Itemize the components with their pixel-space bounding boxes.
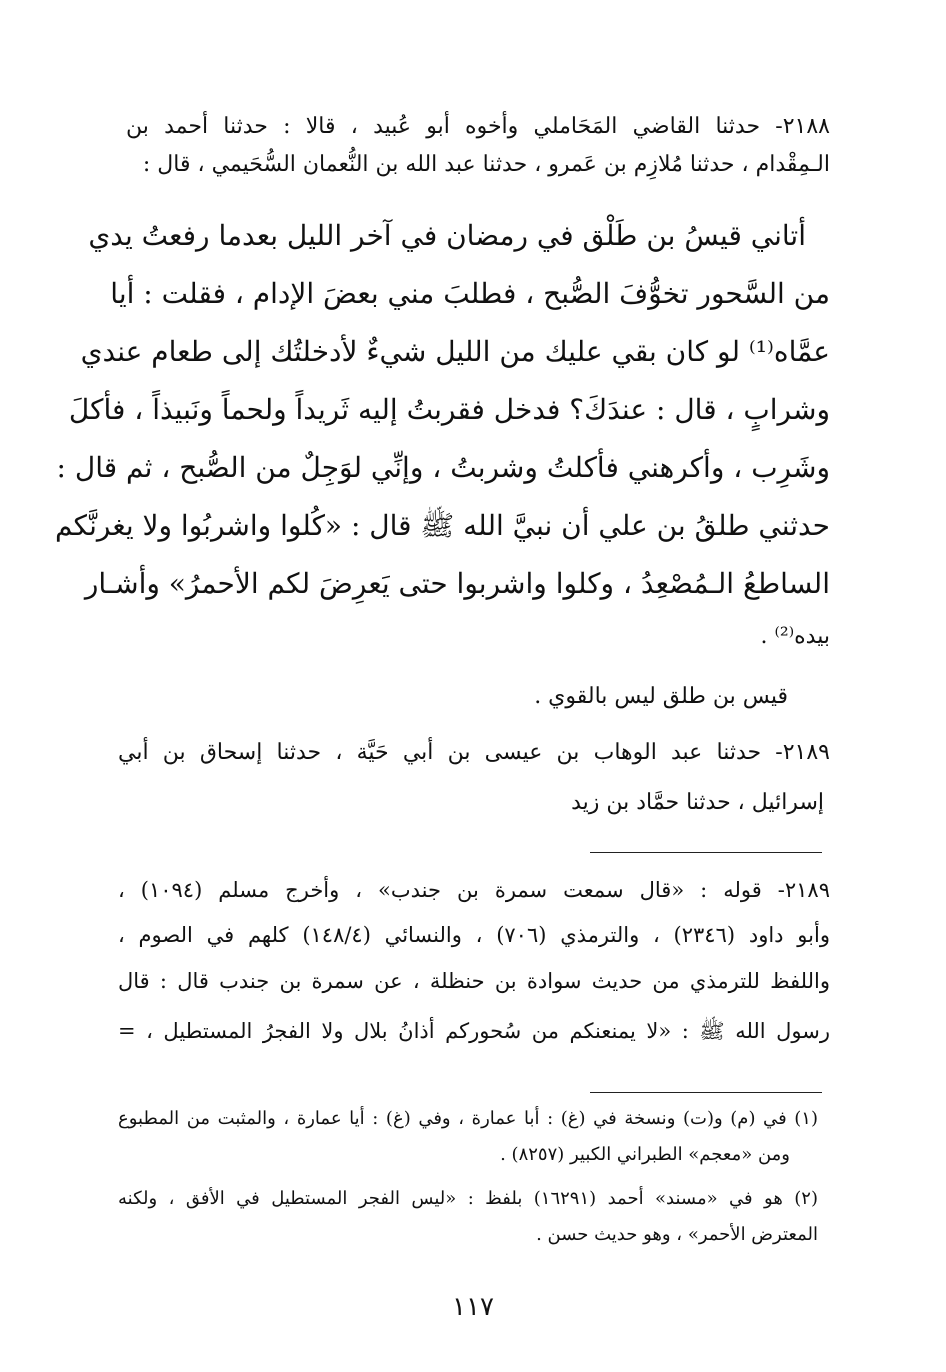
hadith-2189-isnad-line: إسرائيل ، حدثنا حمَّاد بن زيد — [571, 790, 824, 815]
page-number: ١١٧ — [452, 1292, 494, 1322]
hadith-2188-comment: قيس بن طلق ليس بالقوي . — [534, 684, 788, 709]
commentary-line: ٢١٨٩- قوله : «قال سمعت سمرة بن جندب» ، وأخرج مسلم (١٠٩٤) ، — [118, 878, 830, 902]
commentary-line: واللفظ للترمذي من حديث سوادة بن حنظلة ، عن سمرة بن جندب قال : قال — [118, 969, 830, 993]
hadith-2188-matn-line: حدثني طلقُ بن علي أن نبيَّ الله ﷺ قال : «كُلوا واشربُوا ولا يغرنَّكم — [54, 509, 830, 542]
hadith-2188-matn-line: وشَرِب ، وأكرهني فأكلتُ وشربتُ ، وإنِّي لوَجِلٌ من الصُّبح ، ثم قال : — [56, 451, 830, 484]
commentary-line: رسول الله ﷺ : «لا يمنعنكم من سُحوركم أذانُ بلال ولا الفجرُ المستطيل ، = — [118, 1019, 830, 1043]
hadith-2188-matn-line: أتاني قيسُ بن طَلْق في رمضان في آخر الليل بعدما رفعتُ يدي — [88, 219, 806, 252]
hadith-2188-matn-line: عمَّاه⁽¹⁾ لو كان بقي عليك من الليل شيءٌ لأدخلتُك إلى طعام عندي — [80, 335, 830, 368]
hadith-2188-matn-line: الساطعُ الـمُصْعِدُ ، وكلوا واشربوا حتى يَعرِضَ لكم الأحمرُ» وأشـار — [84, 567, 830, 600]
commentary-separator — [590, 852, 822, 853]
hadith-2188-isnad-line: الـمِقْدام ، حدثنا مُلازِم بن عَمرو ، حدثنا عبد الله بن النُّعمان السُّحَيمي ، قال : — [142, 152, 830, 177]
footnote-line: (١) في (م) و(ت) ونسخة في (غ) : أبا عمارة ، وفي (غ) : أيا عمارة ، والمثبت من المطبوع — [118, 1108, 818, 1129]
commentary-line: وأبو داود (٢٣٤٦) ، والترمذي (٧٠٦) ، والنسائي (١٤٨/٤) كلهم في الصوم ، — [118, 923, 830, 947]
footnote-line: المعترض الأحمر» ، وهو حديث حسن . — [536, 1224, 818, 1245]
footnote-line: (٢) هو في «مسند» أحمد (١٦٢٩١) بلفظ : «ليس الفجر المستطيل في الأفق ، ولكنه — [118, 1188, 818, 1209]
hadith-2189-isnad-line: ٢١٨٩- حدثنا عبد الوهاب بن عيسى بن أبي حَيَّة ، حدثنا إسحاق بن أبي — [118, 740, 830, 765]
footnote-line: ومن «معجم» الطبراني الكبير (٨٢٥٧) . — [500, 1144, 790, 1165]
footnote-separator — [590, 1092, 822, 1093]
hadith-2188-matn-line: بيده⁽²⁾ . — [760, 624, 830, 649]
hadith-2188-matn-line: من السَّحور تخوُّفَ الصُّبح ، فطلبَ مني بعضَ الإدام ، فقلت : أيا — [110, 277, 830, 310]
hadith-2188-isnad-line: ٢١٨٨- حدثنا القاضي المَحَاملي وأخوه أبو عُبيد ، قالا : حدثنا أحمد بن — [126, 114, 830, 139]
hadith-2188-matn-line: وشرابٍ ، قال : عندَكَ؟ فدخل فقربتُ إليه ثَريداً ولحماً ونَبيذاً ، فأكلَ — [68, 393, 830, 426]
